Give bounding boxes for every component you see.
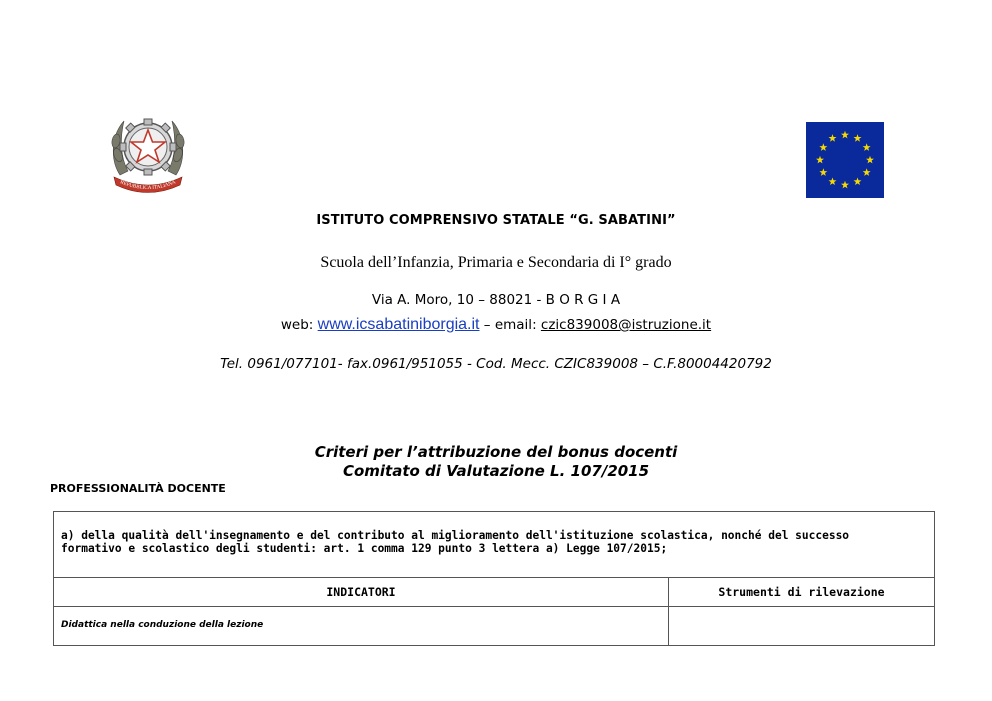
criteria-table xyxy=(53,511,935,646)
email-link[interactable]: czic839008@istruzione.it xyxy=(540,317,712,333)
criterion-line2: formativo e scolastico degli studenti: art. 1 comma 129 punto 3 lettera a) Legge 107/2015; xyxy=(61,542,668,555)
table-header-row xyxy=(54,578,934,607)
emblem-ribbon-text: REPUBBLICA ITALIANA xyxy=(119,179,177,192)
criterion-description xyxy=(54,512,934,578)
eu-flag-icon xyxy=(806,122,884,198)
contacts-line: Tel. 0961/077101- fax.0961/951055 - Cod. Mecc. CZIC839008 – C.F.80004420792 xyxy=(220,356,772,372)
website-link[interactable]: www.icsabatiniborgia.it xyxy=(317,316,480,333)
document-title xyxy=(0,443,992,481)
table-row xyxy=(54,607,934,645)
school-address: Via A. Moro, 10 – 88021 - B O R G I A xyxy=(371,292,621,308)
school-type: Scuola dell’Infanzia, Primaria e Secondaria di I° grado xyxy=(320,254,672,271)
column-header-indicatori: INDICATORI xyxy=(54,578,669,606)
column-header-strumenti: Strumenti di rilevazione xyxy=(718,585,885,599)
cell-indicatore: Didattica nella conduzione della lezione xyxy=(54,607,669,645)
document-title-line2: Comitato di Valutazione L. 107/2015 xyxy=(342,462,650,480)
cell-strumenti xyxy=(669,607,934,645)
document-title-line1: Criteri per l’attribuzione del bonus docenti xyxy=(314,443,678,461)
web-email-line xyxy=(0,316,992,334)
web-label: web: xyxy=(280,317,318,333)
criterion-line1: a) della qualità dell'insegnamento e del contributo al miglioramento dell'istituzione scolastica, nonché del successo xyxy=(61,529,850,542)
repubblica-italiana-emblem-icon xyxy=(106,105,190,193)
email-separator: – email: xyxy=(479,317,541,333)
section-label: PROFESSIONALITÀ DOCENTE xyxy=(50,482,226,495)
school-name: ISTITUTO COMPRENSIVO STATALE “G. SABATINI” xyxy=(316,213,676,228)
